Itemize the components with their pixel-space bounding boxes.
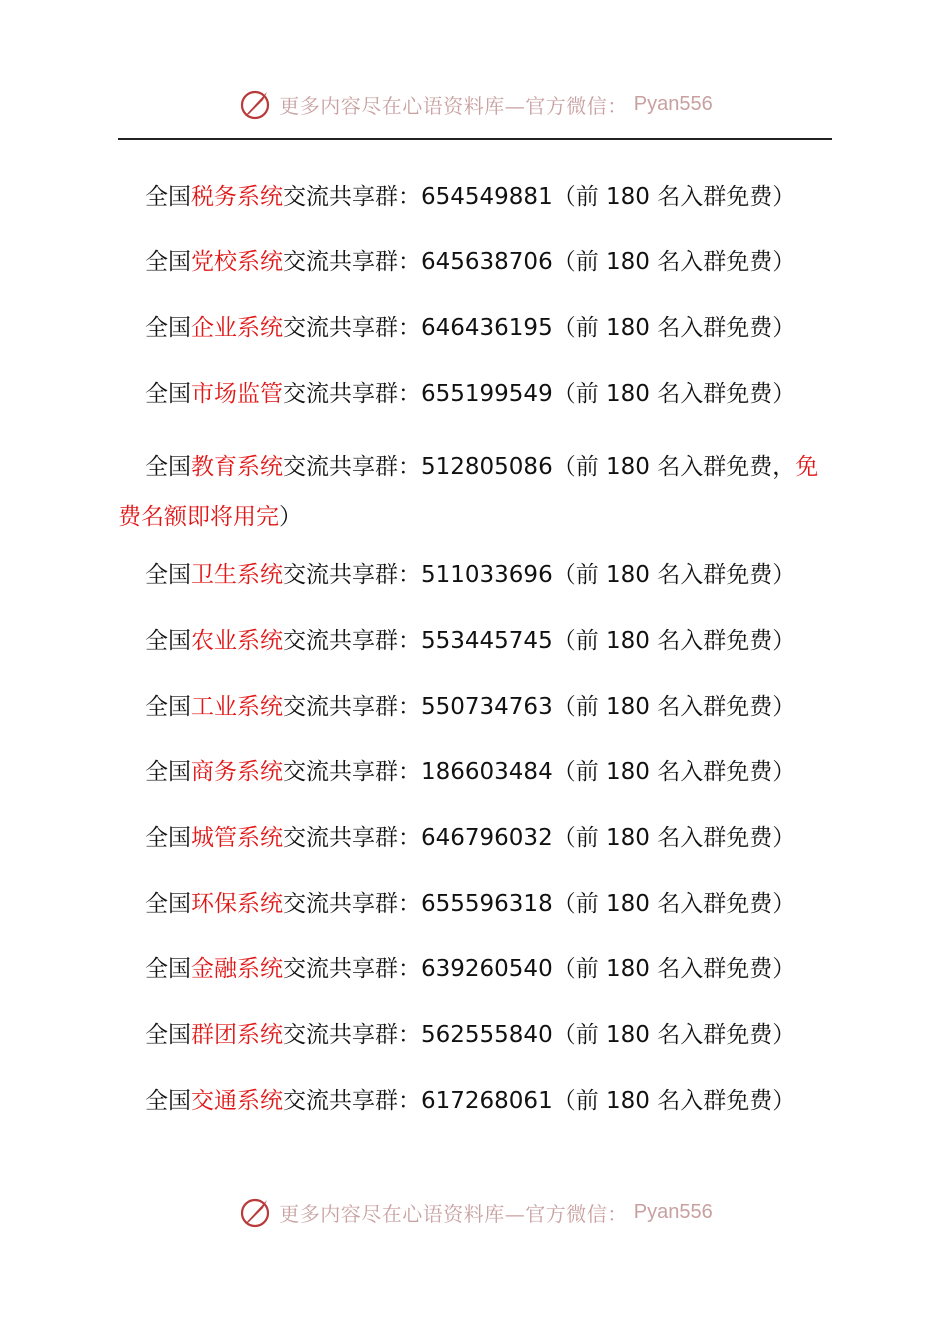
row-number: 186603484	[421, 759, 553, 785]
row-suffix: 交流共享群：	[283, 381, 421, 407]
group-row	[145, 1020, 795, 1050]
row-prefix: 全国	[145, 1088, 191, 1114]
row-suffix: 交流共享群：	[283, 454, 421, 480]
row-note-start: （前 180 名入群免费，	[552, 454, 796, 480]
row-number: 512805086	[421, 454, 553, 480]
group-row	[145, 692, 795, 722]
group-row	[145, 626, 795, 656]
row-system: 党校系统	[191, 249, 283, 275]
row-prefix: 全国	[145, 891, 191, 917]
row-system: 工业系统	[191, 694, 283, 720]
row-system: 企业系统	[191, 315, 283, 341]
row-suffix: 交流共享群：	[283, 249, 421, 275]
group-row	[145, 889, 795, 919]
row-note: （前 180 名入群免费）	[552, 1022, 796, 1048]
row-prefix: 全国	[145, 956, 191, 982]
row-number: 511033696	[421, 562, 553, 588]
row-number: 645638706	[421, 249, 553, 275]
row-prefix: 全国	[145, 825, 191, 851]
row-number: 654549881	[421, 184, 553, 210]
row-prefix: 全国	[145, 628, 191, 654]
group-row	[145, 954, 795, 984]
row-prefix: 全国	[145, 454, 191, 480]
row-suffix: 交流共享群：	[283, 184, 421, 210]
row-note-end: ）	[279, 504, 302, 530]
group-row	[145, 823, 795, 853]
header-rule	[118, 138, 832, 140]
group-row	[145, 182, 795, 212]
row-suffix: 交流共享群：	[283, 1022, 421, 1048]
row-note: （前 180 名入群免费）	[552, 1088, 796, 1114]
row-note: （前 180 名入群免费）	[552, 825, 796, 851]
row-system: 交通系统	[191, 1088, 283, 1114]
group-row	[145, 247, 795, 277]
footer-banner	[0, 1190, 950, 1234]
quill-logo-icon	[237, 86, 273, 122]
row-note: （前 180 名入群免费）	[552, 694, 796, 720]
row-prefix: 全国	[145, 315, 191, 341]
row-note: （前 180 名入群免费）	[552, 891, 796, 917]
row-note: （前 180 名入群免费）	[552, 956, 796, 982]
row-prefix: 全国	[145, 759, 191, 785]
group-row	[145, 313, 795, 343]
footer-text: 更多内容尽在心语资料库—官方微信：	[279, 1201, 628, 1226]
row-suffix: 交流共享群：	[283, 891, 421, 917]
row-note-warning: 免费名额即将用完	[118, 454, 819, 530]
group-row	[145, 757, 795, 787]
quill-logo-icon	[237, 1194, 273, 1230]
row-system: 金融系统	[191, 956, 283, 982]
row-system: 农业系统	[191, 628, 283, 654]
header-text: 更多内容尽在心语资料库—官方微信：	[279, 93, 628, 118]
row-note: （前 180 名入群免费）	[552, 315, 796, 341]
row-suffix: 交流共享群：	[283, 694, 421, 720]
header-wechat-id: Pyan556	[633, 92, 713, 115]
row-suffix: 交流共享群：	[283, 315, 421, 341]
row-prefix: 全国	[145, 694, 191, 720]
row-prefix: 全国	[145, 562, 191, 588]
row-number: 655596318	[421, 891, 553, 917]
row-suffix: 交流共享群：	[283, 759, 421, 785]
row-number: 646796032	[421, 825, 553, 851]
education-row	[118, 442, 832, 542]
row-note: （前 180 名入群免费）	[552, 759, 796, 785]
row-number: 639260540	[421, 956, 553, 982]
row-suffix: 交流共享群：	[283, 628, 421, 654]
row-system: 商务系统	[191, 759, 283, 785]
header-banner	[0, 82, 950, 126]
row-prefix: 全国	[145, 249, 191, 275]
row-note: （前 180 名入群免费）	[552, 628, 796, 654]
row-prefix: 全国	[145, 184, 191, 210]
row-system: 环保系统	[191, 891, 283, 917]
row-number: 550734763	[421, 694, 553, 720]
row-number: 655199549	[421, 381, 553, 407]
row-system: 税务系统	[191, 184, 283, 210]
row-prefix: 全国	[145, 381, 191, 407]
row-note: （前 180 名入群免费）	[552, 184, 796, 210]
row-system: 卫生系统	[191, 562, 283, 588]
row-suffix: 交流共享群：	[283, 562, 421, 588]
row-number: 562555840	[421, 1022, 553, 1048]
row-system: 群团系统	[191, 1022, 283, 1048]
row-note: （前 180 名入群免费）	[552, 249, 796, 275]
group-row	[145, 560, 795, 590]
row-system: 教育系统	[191, 454, 283, 480]
row-prefix: 全国	[145, 1022, 191, 1048]
row-system: 城管系统	[191, 825, 283, 851]
row-number: 646436195	[421, 315, 553, 341]
row-suffix: 交流共享群：	[283, 956, 421, 982]
footer-wechat-id: Pyan556	[633, 1200, 713, 1223]
row-number: 617268061	[421, 1088, 553, 1114]
row-note: （前 180 名入群免费）	[552, 562, 796, 588]
group-row	[145, 1086, 795, 1116]
row-suffix: 交流共享群：	[283, 1088, 421, 1114]
row-note: （前 180 名入群免费）	[552, 381, 796, 407]
row-system: 市场监管	[191, 381, 283, 407]
row-suffix: 交流共享群：	[283, 825, 421, 851]
group-row	[145, 379, 795, 409]
row-number: 553445745	[421, 628, 553, 654]
